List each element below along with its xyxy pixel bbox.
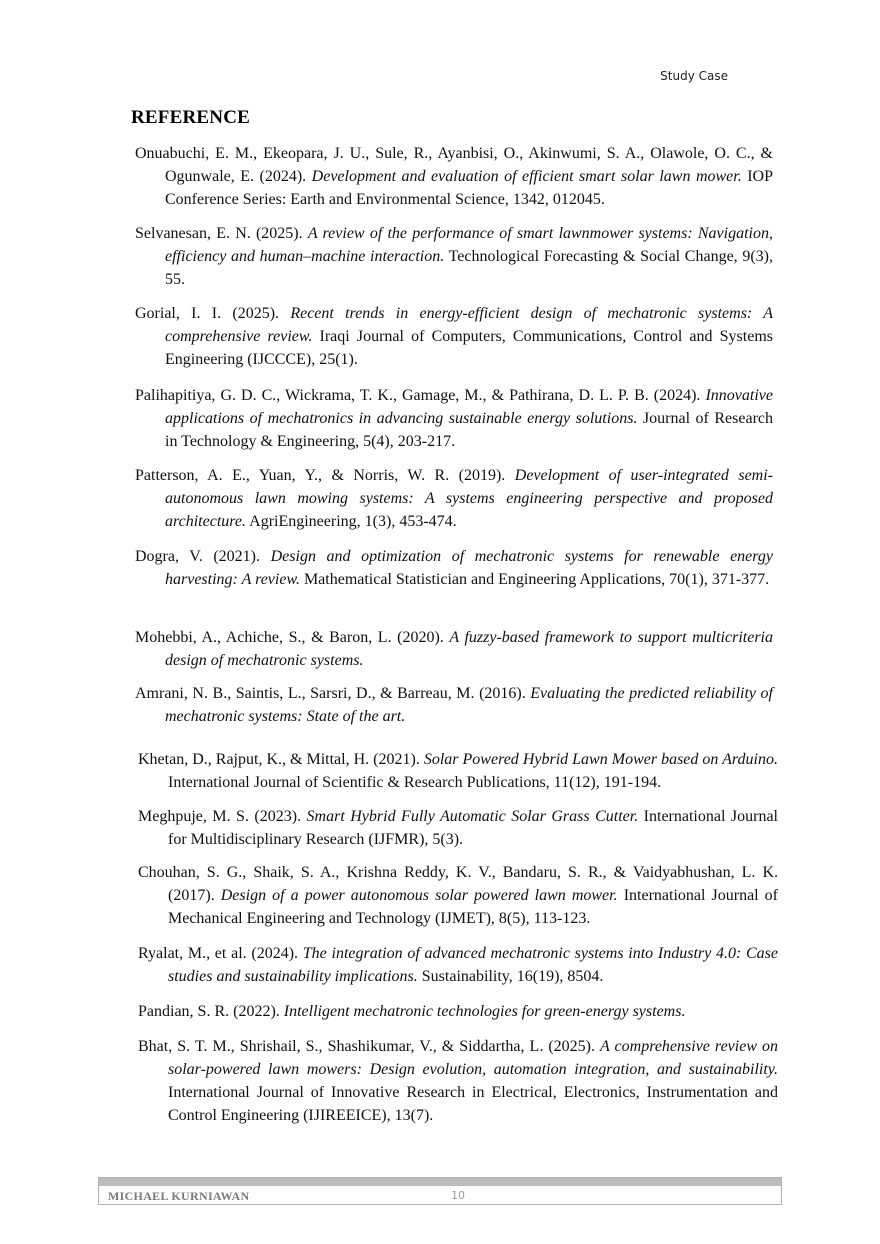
reference-item [135,222,773,291]
reference-title: The integration of advanced mechatronic systems into Industry 4.0: Case studies and sustainability implications. [168,945,779,985]
reference-authors: Onuabuchi, E. M., Ekeopara, J. U., Sule, R., Ayanbisi, O., Akinwumi, S. A., Olawole, O. C., & Ogunwale, E. (2024). [135,145,773,185]
reference-item [135,142,773,211]
reference-venue: AgriEngineering, 1(3), 453-474. [246,513,457,530]
reference-item [135,464,773,533]
reference-venue: Mathematical Statistician and Engineering Applications, 70(1), 371-377. [299,571,770,588]
reference-venue: Sustainability, 16(19), 8504. [417,968,604,985]
section-title: REFERENCE [131,107,250,128]
reference-item [135,626,773,672]
reference-title: Design of a power autonomous solar powered lawn mower. [220,887,618,904]
reference-venue: Journal of Research in Technology & Engineering, 5(4), 203-217. [165,410,774,450]
reference-title: Intelligent mechatronic technologies for green-energy systems. [283,1003,686,1020]
reference-authors: Meghpuje, M. S. (2023). [138,808,307,825]
footer-bar [98,1177,782,1205]
reference-item [135,545,773,591]
reference-venue: International Journal of Innovative Research in Electrical, Electronics, Instrumentation and Control Engineering (IJIREEICE), 13(7). [168,1084,778,1124]
reference-venue: IOP Conference Series: Earth and Environmental Science, 1342, 012045. [165,168,774,208]
reference-authors: Khetan, D., Rajput, K., & Mittal, H. (2021). [138,751,424,768]
reference-authors: Ryalat, M., et al. (2024). [138,945,303,962]
reference-title: Innovative applications of mechatronics in advancing sustainable energy solutions. [165,387,773,427]
reference-venue: International Journal for Multidisciplinary Research (IJFMR), 5(3). [168,808,778,848]
footer-author: MICHAEL KURNIAWAN [108,1189,250,1203]
reference-item [138,748,778,794]
reference-item [138,942,778,988]
reference-title: Development of user-integrated semi-autonomous lawn mowing systems: A systems engineering perspective and proposed architecture. [165,467,773,530]
page-number: 10 [451,1189,465,1202]
reference-item [138,1035,778,1127]
reference-title: Recent trends in energy-efficient design of mechatronic systems: A comprehensive review. [165,305,774,345]
reference-item [138,861,778,930]
reference-title: A review of the performance of smart lawnmower systems: Navigation, efficiency and human–machine interaction. [165,225,773,265]
reference-authors: Pandian, S. R. (2022). [138,1003,284,1020]
reference-title: Solar Powered Hybrid Lawn Mower based on Arduino. [423,751,778,768]
reference-item [135,302,773,371]
reference-authors: Mohebbi, A., Achiche, S., & Baron, L. (2020). [135,629,450,646]
reference-venue: International Journal of Scientific & Research Publications, 11(12), 191-194. [168,774,662,791]
footer-stripe [99,1178,781,1186]
reference-item [138,805,778,851]
reference-authors: Gorial, I. I. (2025). [135,305,291,322]
reference-authors: Chouhan, S. G., Shaik, S. A., Krishna Reddy, K. V., Bandaru, S. R., & Vaidyabhushan, L. K. (2017). [138,864,778,904]
reference-authors: Bhat, S. T. M., Shrishail, S., Shashikumar, V., & Siddartha, L. (2025). [138,1038,601,1055]
reference-title: Evaluating the predicted reliability of mechatronic systems: State of the art. [165,685,773,725]
reference-title: Smart Hybrid Fully Automatic Solar Grass Cutter. [306,808,639,825]
reference-authors: Amrani, N. B., Saintis, L., Sarsri, D., & Barreau, M. (2016). [135,685,531,702]
reference-authors: Selvanesan, E. N. (2025). [135,225,308,242]
reference-authors: Patterson, A. E., Yuan, Y., & Norris, W. R. (2019). [135,467,515,484]
reference-authors: Palihapitiya, G. D. C., Wickrama, T. K., Gamage, M., & Pathirana, D. L. P. B. (2024). [135,387,706,404]
reference-item [135,682,773,728]
header-study-case: Study Case [660,69,728,83]
reference-authors: Dogra, V. (2021). [135,548,271,565]
reference-item [135,384,773,453]
reference-venue: Iraqi Journal of Computers, Communications, Control and Systems Engineering (IJCCCE), 25(1). [165,328,774,368]
reference-title: A comprehensive review on solar-powered lawn mowers: Design evolution, automation integration, and sustainability. [168,1038,779,1078]
reference-venue: International Journal of Mechanical Engineering and Technology (IJMET), 8(5), 113-123. [168,887,779,927]
reference-item [138,1000,778,1023]
reference-title: A fuzzy-based framework to support multicriteria design of mechatronic systems. [165,629,773,669]
reference-title: Design and optimization of mechatronic systems for renewable energy harvesting: A review. [165,548,774,588]
reference-venue: Technological Forecasting & Social Change, 9(3), 55. [165,248,773,288]
reference-title: Development and evaluation of efficient smart solar lawn mower. [311,168,742,185]
